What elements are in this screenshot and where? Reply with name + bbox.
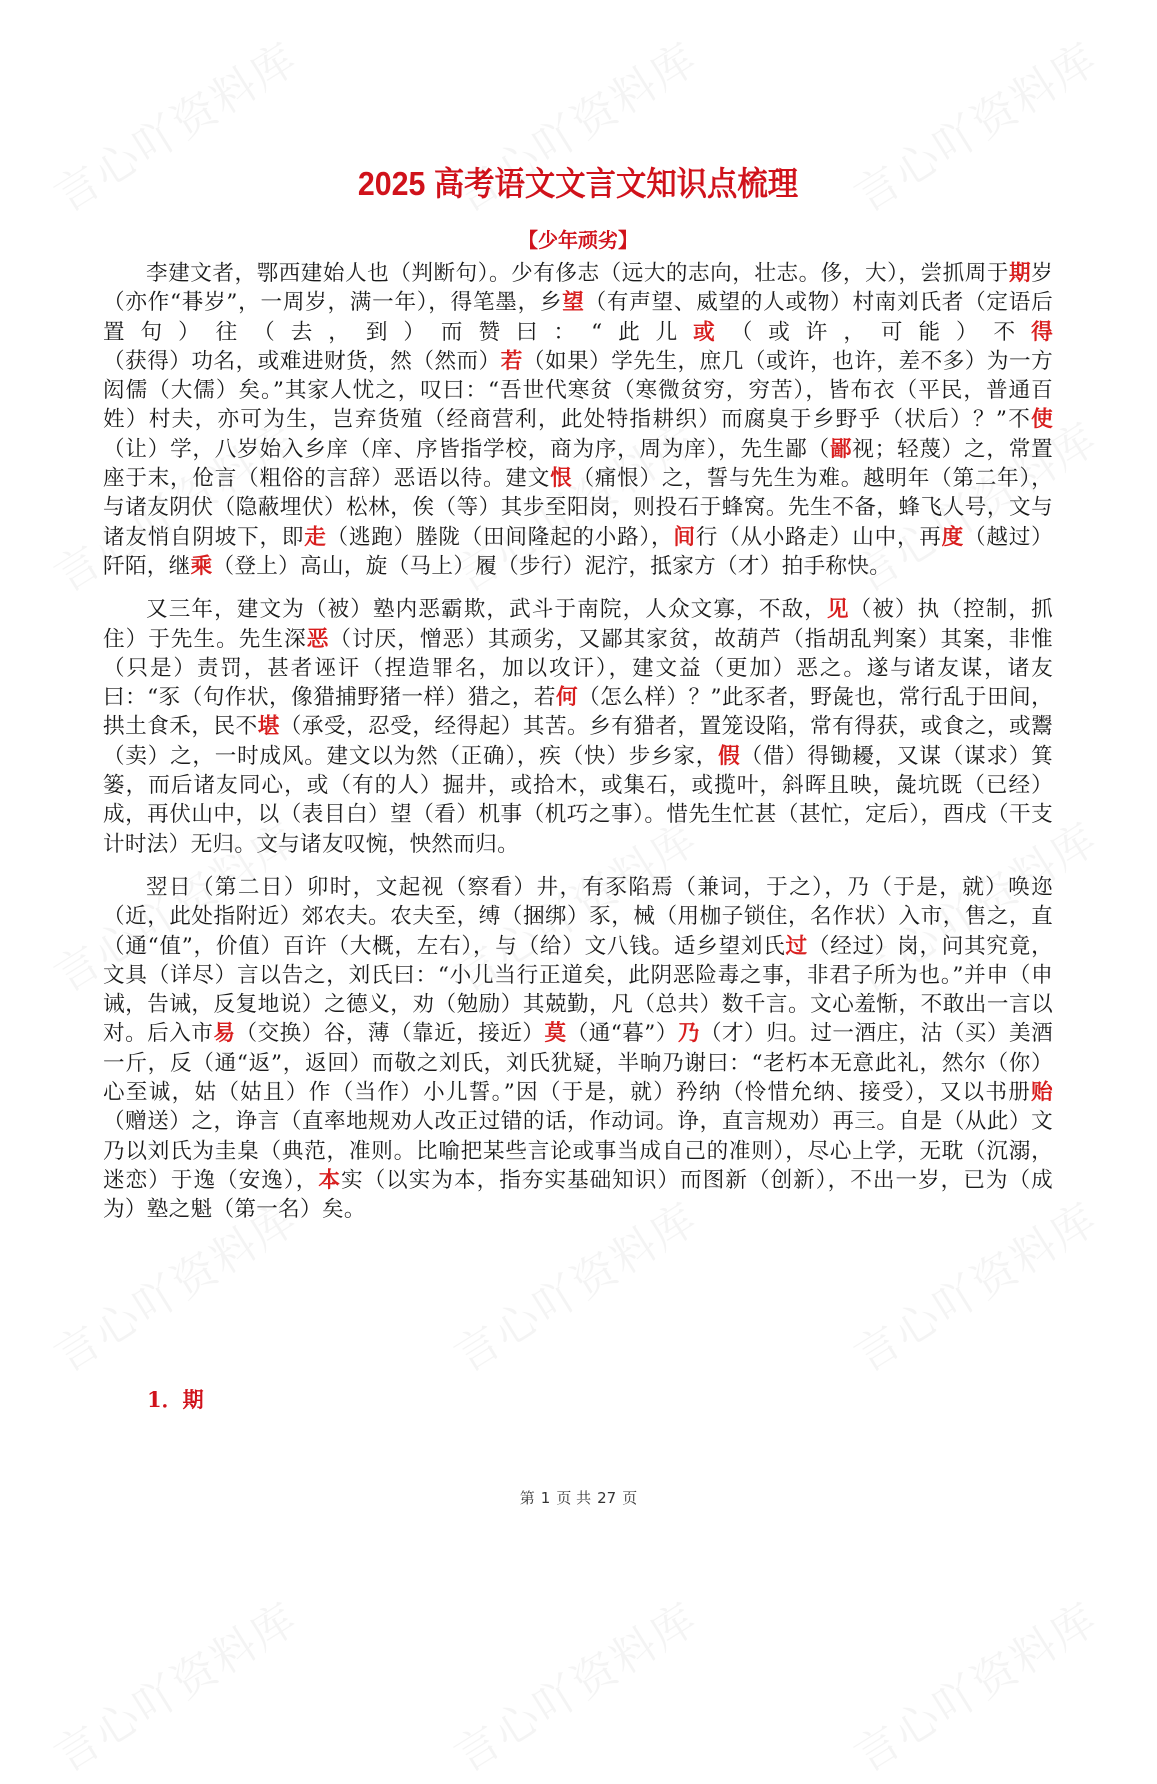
text-run: （怎么样）？”此豕者，野彘也，常行乱于田间，拱土食禾，民不 — [103, 685, 1053, 740]
footer-suffix: 页 — [622, 1489, 638, 1507]
highlighted-keyword: 何 — [556, 685, 579, 711]
highlighted-keyword: 间 — [673, 524, 696, 550]
highlighted-keyword: 走 — [304, 524, 327, 550]
text-run: （赠送）之，诤言（直率地规劝人改正过错的话，作动词。诤，直言规劝）再三。自是（从此）文乃以刘氏为圭臬（典范，准则。比喻把某些言论或事当成自己的准则），尽心上学，无耽（沉溺，迷恋）于逸（安逸）， — [103, 1109, 1053, 1193]
highlighted-keyword: 期 — [1008, 261, 1032, 286]
highlighted-keyword: 见 — [826, 597, 850, 623]
text-run: （经过）岗，问其究竟，文具（详尽）言以告之，刘氏曰：“小儿当行正道矣，此阴恶险毒之事，非君子所为也。”并申（申诫，告诫，反复地说）之德义，劝（勉励）其兢勤，凡（总共）数千言。文心羞惭，不敢出一言以对。后入市 — [103, 933, 1053, 1047]
footer-prefix: 第 — [519, 1489, 535, 1507]
text-run: （交换）谷，薄（靠近，接近） — [235, 1021, 545, 1047]
highlighted-keyword: 贻 — [1031, 1080, 1053, 1106]
highlighted-keyword: 易 — [213, 1021, 236, 1047]
text-run: （有声望、威望的人或物）村南刘氏者（定语后置句）往（去，到）而赞曰：“此儿 — [103, 290, 1053, 345]
text-run: 又三年，建文为（被）塾内恶霸欺，武斗于南院，人众文寡，不敌， — [146, 597, 827, 623]
text-run: （通“暮”） — [566, 1021, 678, 1047]
text-run: （或许，可能）不 — [730, 319, 1032, 345]
text-run: （让）学，八岁始入乡庠（庠、序皆指学校，商为序，周为庠），先生鄙（ — [103, 436, 830, 462]
text-run: （痛恨）之，誓与先生为难。越明年（第二年），与诸友阴伏（隐蔽埋伏）松林，俟（等）其步至阳岗，则投石于蜂窝。先生不备，蜂飞人号，文与诸友悄自阴坡下，即 — [103, 466, 1053, 550]
highlighted-keyword: 堪 — [257, 714, 280, 740]
text-run: 李建文者，鄂西建始人也（判断句）。少有侈志（远大的志向，壮志。侈，大），尝抓周于 — [146, 261, 1009, 286]
highlighted-keyword: 乘 — [190, 553, 213, 579]
highlighted-keyword: 恶 — [306, 626, 330, 652]
highlighted-keyword: 使 — [1031, 407, 1053, 433]
paragraph — [103, 259, 1053, 581]
paragraph — [103, 595, 1053, 859]
watermark-text — [440, 1584, 708, 1784]
highlighted-keyword: 假 — [718, 743, 741, 769]
text-run: 翌日（第二日）卯时，文起视（察看）井，有豕陷焉（兼词，于之），乃（于是，就）唤迩（近，此处指附近）郊农夫。农夫至，缚（捆绑）豕，械（用枷子锁住，名作状）入市，售之，直（通“值”，价值）百许（大概，左右），与（给）文八钱。适乡望刘氏 — [103, 874, 1053, 959]
text-run: （获得）功名，或难进财货，然（然而） — [103, 348, 501, 374]
paragraph — [103, 873, 1053, 1225]
page-footer — [0, 1487, 1157, 1508]
list-heading: 1．期 — [147, 1387, 204, 1412]
highlighted-keyword: 恨 — [550, 466, 573, 492]
text-run: （才）归。过一酒庄，沽（买）美酒一斤，反（通“返”，返回）而敬之刘氏，刘氏犹疑，半晌乃谢曰：“老朽本无意此礼，然尔（你）心至诚，姑（姑且）作（当作）小儿誓。”因（于是，就）矜纳（怜惜允纳、接受），又以书册 — [103, 1021, 1053, 1106]
highlighted-keyword: 莫 — [544, 1021, 567, 1047]
watermark-text — [40, 1584, 308, 1784]
text-run: （讨厌，憎恶）其顽劣，又鄙其家贫，故葫芦（指胡乱判案）其案，非惟（只是）责罚，甚者诬讦（捏造罪名，加以攻讦），建文益（更加）恶之。遂与诸友谋，诸友曰：“豕（句作状，像猎捕野猪一样）猎之，若 — [103, 626, 1053, 711]
highlighted-keyword: 若 — [500, 348, 523, 374]
text-run: （登上）高山，旋（马上）履（步行）泥泞，抵家方（才）拍手称快。 — [212, 553, 892, 579]
highlighted-keyword: 度 — [941, 524, 965, 550]
watermark-text — [840, 1584, 1108, 1784]
text-run: （越过）阡陌，继 — [103, 524, 1053, 579]
highlighted-keyword: 鄙 — [829, 436, 853, 462]
text-run: （借）得锄耰，又谋（谋求）箕篓，而后诸友同心，或（有的人）掘井，或拾木，或集石，或揽叶，斜晖且映，彘坑既（已经）成，再伏山中，以（表目白）望（看）机事（机巧之事）。惜先生忙甚（甚忙，定后），酉戌（干支计时法）无归。文与诸友叹惋，怏然而归。 — [103, 743, 1053, 857]
section-title: 【少年顽劣】 — [518, 228, 638, 252]
text-run: 岁（亦作“朞岁”，一周岁，满一年），得笔墨，乡 — [103, 261, 1053, 316]
current-page-number: 1 — [540, 1489, 551, 1507]
highlighted-keyword: 乃 — [677, 1021, 700, 1047]
footer-middle: 页 共 — [556, 1489, 592, 1507]
highlighted-keyword: 本 — [318, 1167, 341, 1193]
highlighted-keyword: 过 — [785, 933, 808, 959]
document-title: 2025 高考语文文言文知识点梳理 — [357, 165, 799, 202]
text-run: （被）执（控制，抓住）于先生。先生深 — [103, 597, 1053, 652]
total-pages-number: 27 — [597, 1489, 617, 1507]
text-run: （承受，忍受，经得起）其苦。乡有猎者，置笼设陷，常有得获，或食之，或鬻（卖）之，一时成风。建文以为然（正确），疾（快）步乡家， — [103, 714, 1053, 769]
highlighted-keyword: 得 — [1031, 319, 1053, 345]
text-run: 行（从小路走）山中，再 — [695, 524, 942, 550]
highlighted-keyword: 或 — [693, 319, 731, 345]
text-run: 实（以实为本，指夯实基础知识）而图新（创新），不出一岁，已为（成为）塾之魁（第一名）矣。 — [103, 1167, 1054, 1223]
highlighted-keyword: 望 — [562, 290, 585, 316]
text-run: （逃跑）塍陇（田间隆起的小路）， — [326, 524, 674, 550]
text-run: 视；轻蔑）之，常置座于末，伧言（粗俗的言辞）恶语以待。建文 — [103, 436, 1053, 492]
text-run: （如果）学先生，庶几（或许，也许，差不多）为一方闳儒（大儒）矣。”其家人忧之，叹曰：“吾世代寒贫（寒微贫穷，穷苦），皆布衣（平民，普通百姓）村夫，亦可为生，岂弃货殖（经商营利，此处特指耕织）而腐臭于乡野乎（状后）？”不 — [103, 348, 1054, 433]
document-body — [103, 259, 1053, 1239]
